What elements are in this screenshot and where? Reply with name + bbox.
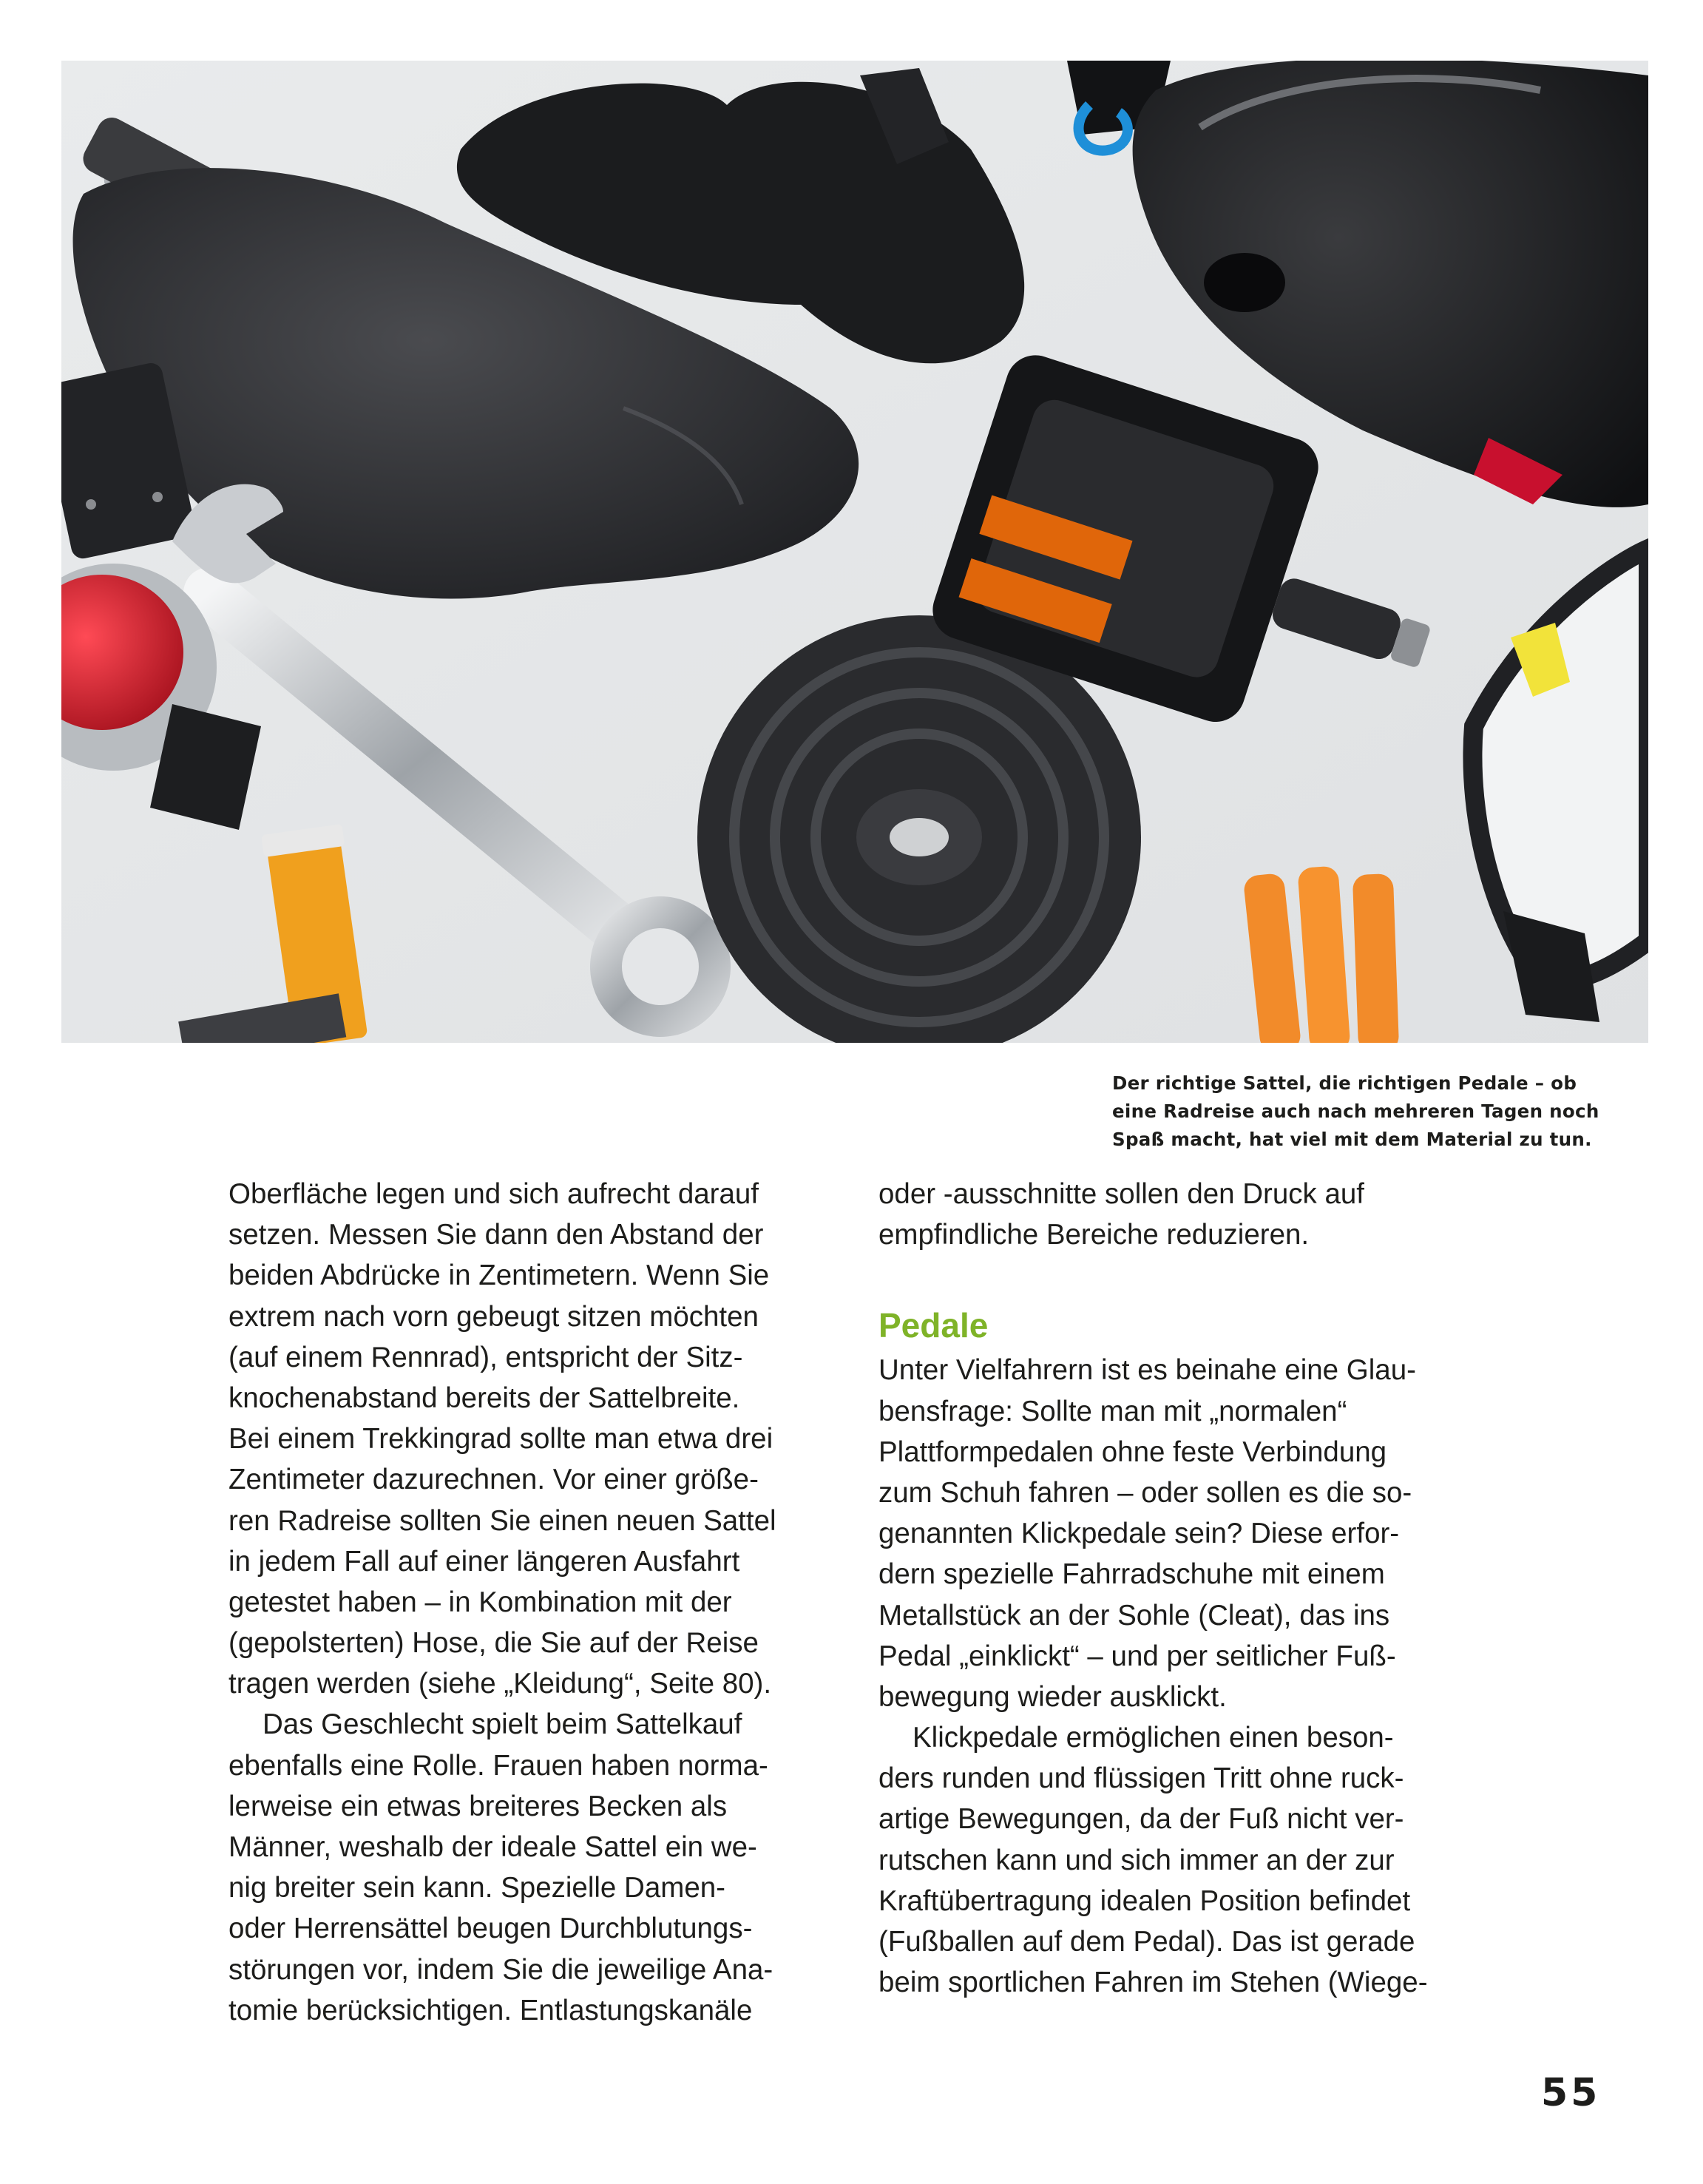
page-number: 55 <box>1541 2071 1601 2115</box>
bike-gear-photo <box>61 61 1648 1043</box>
text-line: ders runden und flüssigen Tritt ohne ruck- <box>878 1762 1404 1795</box>
text-line: Metallstück an der Sohle (Cleat), das ins <box>878 1599 1390 1632</box>
caption-line: Der richtige Sattel, die richtigen Pedale – ob <box>1112 1072 1577 1094</box>
section-heading-pedale: Pedale <box>878 1306 989 1345</box>
text-line: Plattformpedalen ohne feste Verbindung <box>878 1436 1387 1468</box>
text-line: Kraftübertragung idealen Position befindet <box>878 1884 1411 1917</box>
text-line: bensfrage: Sollte man mit „normalen“ <box>878 1395 1347 1427</box>
text-line: zum Schuh fahren – oder sollen es die so- <box>878 1476 1412 1509</box>
left-text-column <box>228 1174 842 2031</box>
text-line: knochenabstand bereits der Sattelbreite. <box>228 1382 740 1414</box>
text-line: beiden Abdrücke in Zentimetern. Wenn Sie <box>228 1260 770 1292</box>
text-line: genannten Klickpedale sein? Diese erfor- <box>878 1518 1400 1550</box>
text-line: störungen vor, indem Sie die jeweilige Ana- <box>228 1953 773 1986</box>
text-line: setzen. Messen Sie dann den Abstand der <box>228 1219 764 1251</box>
text-line: (Fußballen auf dem Pedal). Das ist gerade <box>878 1926 1415 1958</box>
text-line: lerweise ein etwas breiteres Becken als <box>228 1790 728 1822</box>
tire-levers-shape <box>1243 865 1400 1043</box>
text-line: Pedal „einklickt“ – und per seitlicher Fuß- <box>878 1640 1396 1672</box>
text-line: Unter Vielfahrern ist es beinahe eine Glau- <box>878 1354 1416 1387</box>
text-line: oder -ausschnitte sollen den Druck auf <box>878 1178 1365 1210</box>
caption-line: Spaß macht, hat viel mit dem Material zu tun. <box>1112 1129 1592 1150</box>
inner-tube-shape <box>697 615 1141 1043</box>
text-line: nig breiter sein kann. Spezielle Damen- <box>228 1872 725 1904</box>
text-line: rutschen kann und sich immer an der zur <box>878 1844 1395 1876</box>
text-line: dern spezielle Fahrradschuhe mit einem <box>878 1558 1385 1591</box>
text-line: oder Herrensättel beugen Durchblutungs- <box>228 1913 753 1945</box>
text-line: tomie berücksichtigen. Entlastungskanäle <box>228 1994 753 2026</box>
text-line: Männer, weshalb der ideale Sattel ein we- <box>228 1831 757 1863</box>
text-line: extrem nach vorn gebeugt sitzen möchten <box>228 1300 759 1333</box>
text-line: artige Bewegungen, da der Fuß nicht ver- <box>878 1803 1404 1836</box>
text-line: Bei einem Trekkingrad sollte man etwa drei <box>228 1423 773 1456</box>
text-line: empfindliche Bereiche reduzieren. <box>878 1219 1310 1251</box>
text-line: ren Radreise sollten Sie einen neuen Sattel <box>228 1504 776 1537</box>
paragraph-spacer <box>878 1255 1492 1299</box>
text-line: tragen werden (siehe „Kleidung“, Seite 80). <box>228 1668 772 1700</box>
text-line: in jedem Fall auf einer längeren Ausfahrt <box>228 1545 740 1578</box>
text-line: Klickpedale ermöglichen einen beson- <box>913 1722 1394 1754</box>
text-line: Das Geschlecht spielt beim Sattelkauf <box>263 1708 742 1741</box>
text-line: Oberfläche legen und sich aufrecht darauf <box>228 1178 759 1210</box>
text-line: getestet haben – in Kombination mit der <box>228 1586 732 1618</box>
text-line: Zentimeter dazurechnen. Vor einer größe- <box>228 1464 759 1496</box>
text-line: bewegung wieder ausklickt. <box>878 1680 1227 1713</box>
text-line: beim sportlichen Fahren im Stehen (Wiege- <box>878 1967 1428 1999</box>
text-line: (auf einem Rennrad), entspricht der Sitz- <box>228 1341 743 1373</box>
text-line: ebenfalls eine Rolle. Frauen haben norma- <box>228 1749 768 1782</box>
photo-caption <box>1112 1069 1615 1154</box>
right-text-column <box>878 1174 1492 2003</box>
caption-line: eine Radreise auch nach mehreren Tagen noch <box>1112 1101 1599 1122</box>
text-line: (gepolsterten) Hose, die Sie auf der Reise <box>228 1627 759 1660</box>
